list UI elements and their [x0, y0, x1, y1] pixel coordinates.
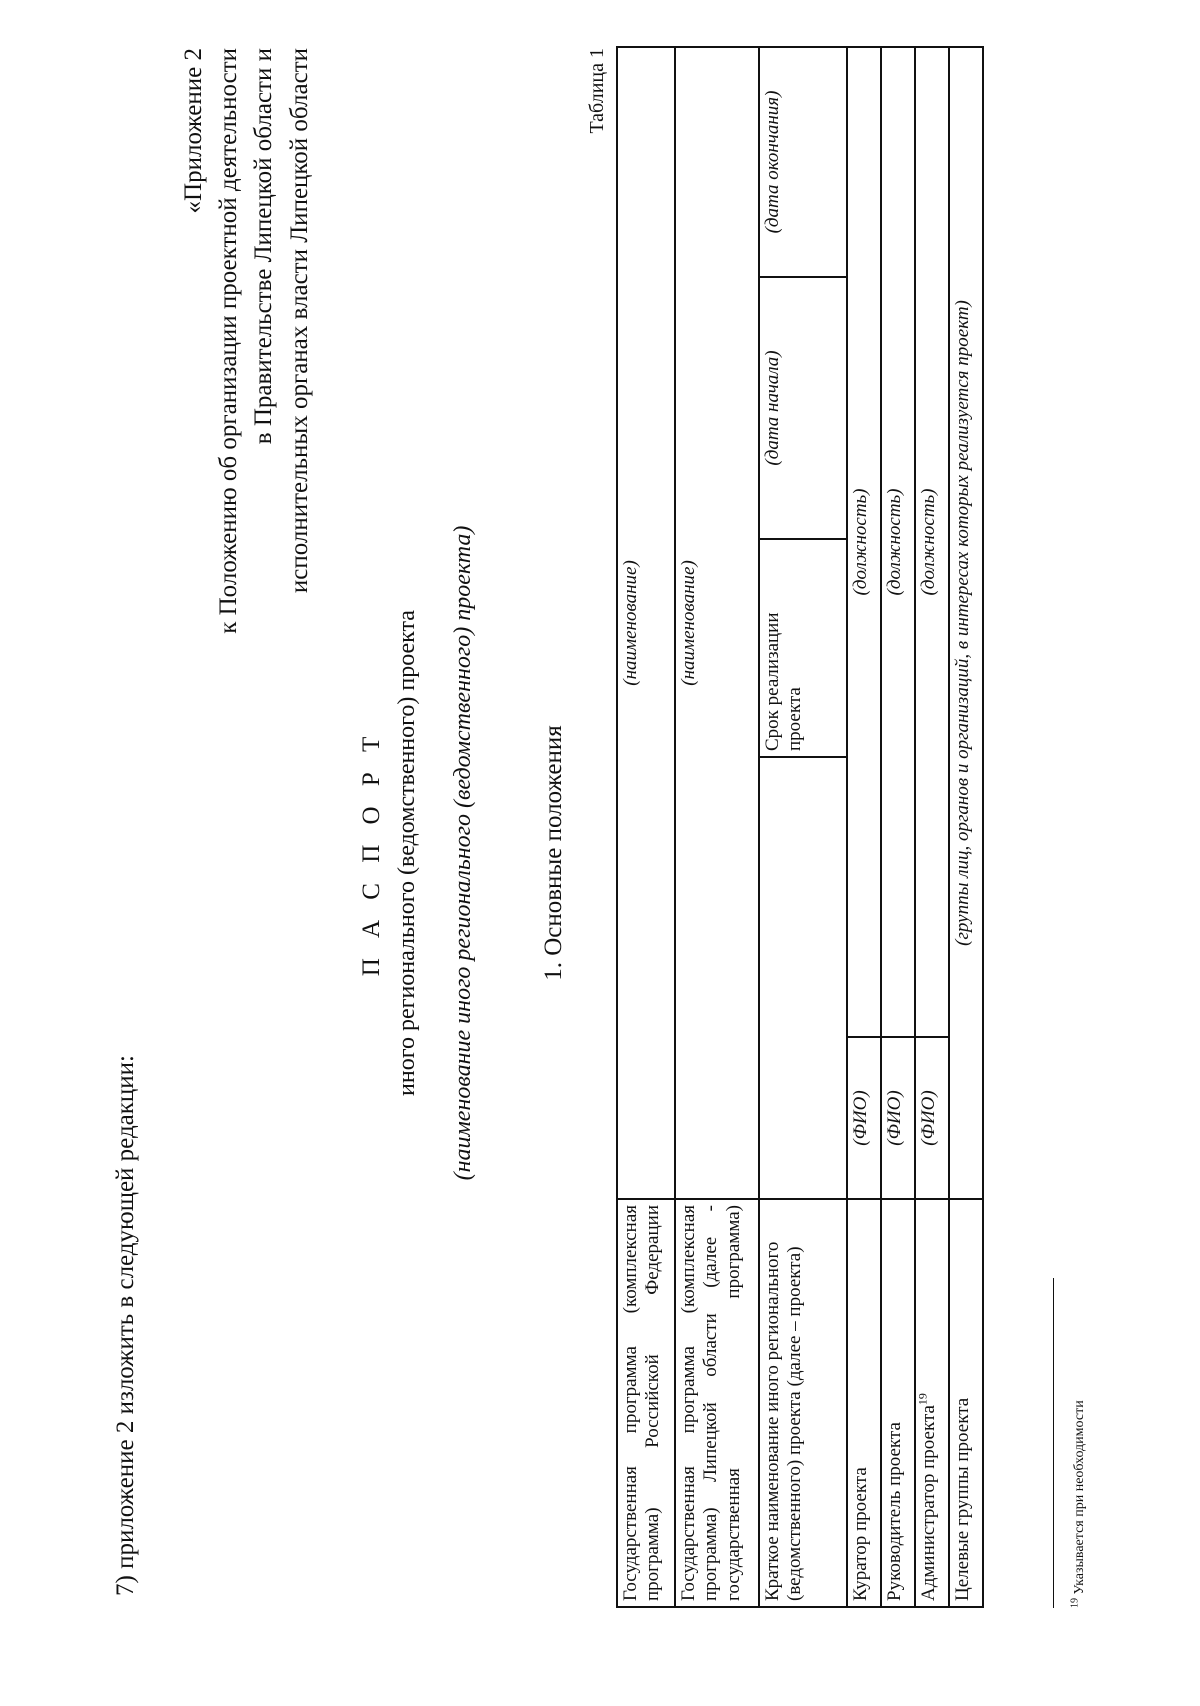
appendix-header-line-2: к Положению об организации проектной деятельности [215, 48, 242, 634]
row-label-head: Руководитель проекта [881, 1199, 915, 1607]
row-label-federal-program: Государственная программа (комплексная программа) Российской Федерации [617, 1199, 675, 1607]
document-title: П А С П О Р Т [358, 729, 385, 977]
administrator-label-text: Администратор проекта [918, 1405, 939, 1601]
table-row [949, 47, 983, 1607]
term-start: (дата начала) [759, 277, 847, 539]
footnote-ref: 19 [915, 1393, 930, 1406]
footnote [1069, 1400, 1088, 1608]
passport-table [616, 46, 984, 1608]
table-row [675, 47, 759, 1607]
short-name-value[interactable] [759, 757, 847, 1199]
row-label-target-groups: Целевые группы проекта [949, 1199, 983, 1607]
row-label-curator: Куратор проекта [847, 1199, 881, 1607]
table-row [915, 47, 949, 1607]
footnote-divider [1053, 1278, 1054, 1608]
project-name-placeholder: (наименование иного регионального (ведомственного) проекта) [450, 525, 476, 1181]
table-row [759, 47, 847, 1607]
row-label-regional-program: Государственная программа (комплексная программа) Липецкой области (далее - государственная программа) [675, 1199, 759, 1607]
row-label-administrator [915, 1199, 949, 1607]
document-subtitle: иного регионального (ведомственного) проекта [394, 610, 420, 1096]
term-end: (дата окончания) [759, 47, 847, 277]
footnote-text: Указывается при необходимости [1072, 1400, 1087, 1595]
curator-position: (должность) [847, 47, 881, 1037]
federal-program-value: (наименование) [617, 47, 675, 1199]
appendix-header-line-3: в Правительстве Липецкой области и [250, 48, 277, 445]
table-row [881, 47, 915, 1607]
curator-fio: (ФИО) [847, 1037, 881, 1199]
appendix-header-line-4: исполнительных органах власти Липецкой области [286, 48, 313, 594]
section-title: 1. Основные положения [540, 725, 567, 981]
administrator-position: (должность) [915, 47, 949, 1037]
head-fio: (ФИО) [881, 1037, 915, 1199]
head-position: (должность) [881, 47, 915, 1037]
row-label-short-name: Краткое наименование иного регионального (ведомственного) проекта (далее – проекта) [759, 1199, 847, 1607]
target-groups-value: (группы лиц, органов и организаций, в интересах которых реализуется проект) [949, 47, 983, 1199]
regional-program-value: (наименование) [675, 47, 759, 1199]
table-row [617, 47, 675, 1607]
appendix-header-line-1: «Приложение 2 [180, 48, 207, 214]
term-label: Срок реализации проекта [759, 539, 847, 757]
intro-text: 7) приложение 2 изложить в следующей редакции: [112, 1055, 139, 1596]
administrator-fio: (ФИО) [915, 1037, 949, 1199]
table-row [847, 47, 881, 1607]
table-caption: Таблица 1 [586, 48, 608, 134]
footnote-number: 19 [1069, 1598, 1081, 1608]
